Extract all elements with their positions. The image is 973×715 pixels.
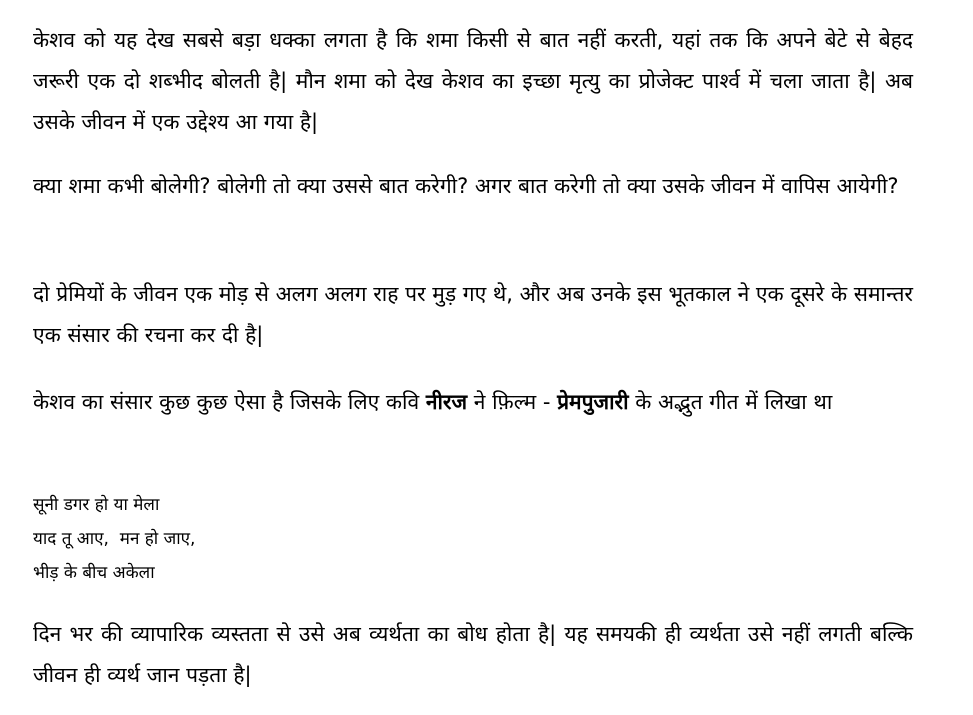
paragraph-text-segment: के अद्भुत गीत में लिखा था xyxy=(628,390,833,414)
paragraph-neeraj-song xyxy=(33,382,913,423)
poem-line: भीड़ के बीच अकेला xyxy=(33,563,155,583)
paragraph-two-lovers: दो प्रेमियों के जीवन एक मोड़ से अलग अलग राह पर मुड़ गए थे, और अब उनके इस भूतकाल ने एक दूसरे के समान्तर एक संसार की रचना कर दी है| xyxy=(33,282,913,347)
paragraph-keshav-shock: केशव को यह देख सबसे बड़ा धक्का लगता है कि शमा किसी से बात नहीं करती, यहां तक कि अपने बेटे से बेहद जरूरी एक दो शब्भीद बोलती है| मौन शमा को देख केशव का इच्छा मृत्यु का प्रोजेक्ट पार्श्व में चला जाता है| अब उसके जीवन में एक उद्देश्य आ गया है| xyxy=(33,28,913,134)
poem-line: सूनी डगर हो या मेला xyxy=(33,495,160,515)
poet-name: नीरज xyxy=(425,390,468,414)
paragraph-futility: दिन भर की व्यापारिक व्यस्तता से उसे अब व्यर्थता का बोध होता है| यह समयकी ही व्यर्थता उसे नहीं लगती बल्कि जीवन ही व्यर्थ जान पड़ता है| xyxy=(33,622,913,687)
poem-line: याद तू आए, मन हो जाए, xyxy=(33,529,196,549)
paragraph-text-segment: केशव का संसार कुछ कुछ ऐसा है जिसके लिए कवि xyxy=(33,390,426,414)
paragraph-text-segment: ने फ़िल्म - xyxy=(467,390,558,414)
poem-block xyxy=(33,488,913,590)
paragraph-questions: क्या शमा कभी बोलेगी? बोलेगी तो क्या उससे बात करेगी? अगर बात करेगी तो क्या उसके जीवन में वापिस आयेगी? xyxy=(33,174,899,198)
film-name: प्रेमपुजारी xyxy=(557,390,629,414)
